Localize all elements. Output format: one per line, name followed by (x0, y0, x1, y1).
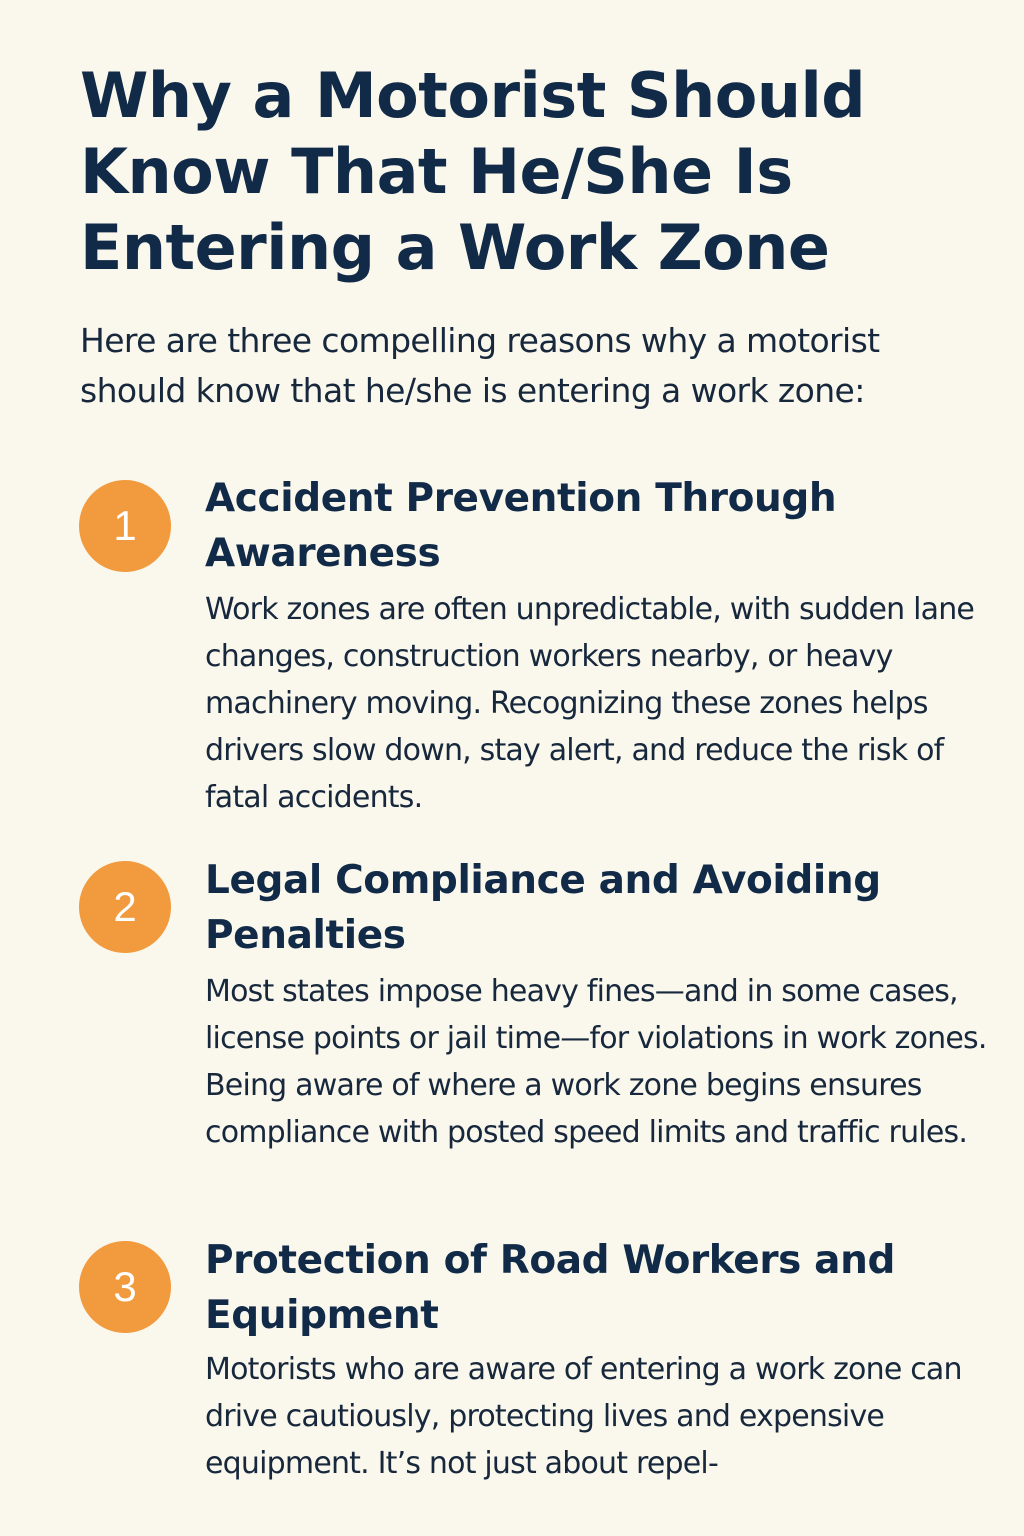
reason-title-1: Accident Prevention Through Awareness (205, 476, 837, 576)
reason-body-1: Work zones are often unpredictable, with sudden lane changes, construction workers nearby, or heavy machinery moving. Recognizing these zones helps drivers slow down, stay alert, and reduce the risk of fatal accidents. (205, 592, 975, 815)
reason-title-3: Protection of Road Workers and Equipment (205, 1238, 895, 1338)
intro-paragraph: Here are three compelling reasons why a motorist should know that he/she is entering a work zone: (80, 321, 880, 410)
number-badge-2: 2 (79, 861, 171, 953)
reason-body-2: Most states impose heavy fines—and in some cases, license points or jail time—for violations in work zones. Being aware of where a work zone begins ensures compliance with posted speed limits and traffic rules. (205, 974, 987, 1150)
number-badge-1: 1 (79, 480, 171, 572)
number-badge-3: 3 (79, 1241, 171, 1333)
page-title: Why a Motorist Should Know That He/She Is Entering a Work Zone (80, 59, 866, 284)
reason-body-3: Motorists who are aware of entering a work zone can drive cautiously, protecting lives and expensive equipment. It’s not just about repel- (205, 1352, 962, 1481)
reason-title-2: Legal Compliance and Avoiding Penalties (205, 858, 881, 958)
